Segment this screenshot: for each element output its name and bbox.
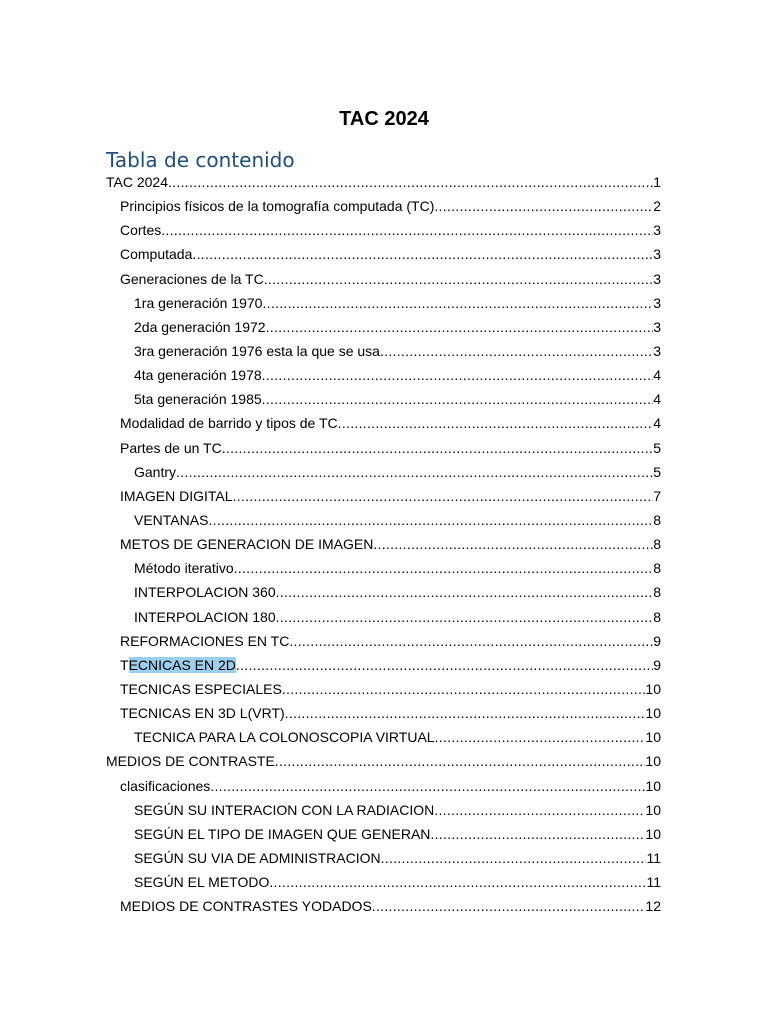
toc-entry-title: 1ra generación 1970 <box>134 294 263 311</box>
toc-entry-title: Generaciones de la TC <box>120 270 264 287</box>
toc-entry-title: MEDIOS DE CONTRASTE <box>106 753 275 770</box>
toc-page-number: 8 <box>653 536 661 553</box>
toc-entry[interactable] <box>106 677 661 701</box>
toc-dot-leader <box>262 387 654 411</box>
toc-dot-leader <box>282 677 646 701</box>
toc-entry[interactable] <box>106 870 661 894</box>
toc-entry[interactable] <box>106 315 661 339</box>
toc-dot-leader <box>275 749 646 773</box>
toc-dot-leader <box>262 291 653 315</box>
toc-entry-title: Modalidad de barrido y tipos de TC <box>120 415 338 432</box>
toc-entry[interactable] <box>106 532 661 556</box>
toc-page-number: 10 <box>645 680 661 697</box>
toc-entry[interactable] <box>106 605 661 629</box>
toc-entry[interactable] <box>106 339 661 363</box>
toc-dot-leader <box>233 484 654 508</box>
toc-entry[interactable] <box>106 460 661 484</box>
toc-entry-title: 5ta generación 1985 <box>134 391 262 408</box>
toc-entry[interactable] <box>106 556 661 580</box>
toc-dot-leader <box>381 846 647 870</box>
toc-entry-title <box>120 653 236 677</box>
toc-dot-leader <box>434 798 645 822</box>
toc-dot-leader <box>276 580 654 604</box>
toc-entry-title: MEDIOS DE CONTRASTES YODADOS <box>120 898 372 915</box>
toc-entry-title: SEGÚN EL METODO <box>134 874 270 891</box>
toc-entry[interactable] <box>106 701 661 725</box>
toc-entry[interactable] <box>106 580 661 604</box>
toc-entry-title: VENTANAS <box>134 511 209 528</box>
toc-dot-leader <box>234 556 654 580</box>
table-of-contents <box>106 170 661 918</box>
toc-entry-title: clasificaciones <box>120 777 211 794</box>
toc-entry[interactable] <box>106 387 661 411</box>
toc-entry[interactable] <box>106 218 661 242</box>
toc-dot-leader <box>434 194 653 218</box>
toc-page-number: 4 <box>653 367 661 384</box>
toc-entry-title: SEGÚN SU INTERACION CON LA RADIACION <box>134 801 435 818</box>
toc-entry-title: Método iterativo <box>134 560 234 577</box>
toc-entry-title: Principios físicos de la tomografía computada (TC) <box>120 198 435 215</box>
toc-page-number: 5 <box>653 439 661 456</box>
toc-entry[interactable] <box>106 653 661 677</box>
toc-entry[interactable] <box>106 822 661 846</box>
toc-dot-leader <box>192 242 653 266</box>
toc-dot-leader <box>168 170 653 194</box>
toc-entry-title: TECNICA PARA LA COLONOSCOPIA VIRTUAL <box>134 729 435 746</box>
toc-dot-leader <box>264 267 653 291</box>
toc-page-number: 10 <box>645 729 661 746</box>
toc-entry-title: TECNICAS EN 3D L(VRT) <box>120 705 285 722</box>
toc-page-number: 3 <box>653 318 661 335</box>
toc-dot-leader <box>338 411 654 435</box>
toc-dot-leader <box>161 218 653 242</box>
toc-entry[interactable] <box>106 436 661 460</box>
toc-page-number: 10 <box>645 753 661 770</box>
toc-page-number: 4 <box>653 391 661 408</box>
toc-page-number: 1 <box>653 174 661 190</box>
toc-page-number: 10 <box>645 705 661 722</box>
toc-dot-leader <box>435 725 646 749</box>
toc-entry[interactable] <box>106 291 661 315</box>
toc-entry[interactable] <box>106 508 661 532</box>
toc-entry[interactable] <box>106 363 661 387</box>
toc-entry[interactable] <box>106 267 661 291</box>
toc-entry-title: INTERPOLACION 360 <box>134 584 276 601</box>
toc-dot-leader <box>380 339 653 363</box>
toc-page-number: 5 <box>653 463 661 480</box>
toc-page-number: 8 <box>653 584 661 601</box>
toc-entry[interactable] <box>106 194 661 218</box>
toc-entry[interactable] <box>106 798 661 822</box>
toc-entry-title: Computada <box>120 246 193 263</box>
toc-entry-title: SEGÚN EL TIPO DE IMAGEN QUE GENERAN <box>134 825 431 842</box>
toc-entry[interactable] <box>106 629 661 653</box>
toc-page-number: 4 <box>653 415 661 432</box>
toc-dot-leader <box>262 363 654 387</box>
toc-page-number: 3 <box>653 342 661 359</box>
toc-entry[interactable] <box>106 725 661 749</box>
toc-page-number: 3 <box>653 270 661 287</box>
toc-page-number: 8 <box>653 560 661 577</box>
toc-page-number: 3 <box>653 222 661 239</box>
toc-dot-leader <box>176 460 653 484</box>
toc-entry[interactable] <box>106 170 661 194</box>
toc-entry-title: TAC 2024 <box>106 174 168 190</box>
toc-entry-title: INTERPOLACION 180 <box>134 608 276 625</box>
toc-entry[interactable] <box>106 846 661 870</box>
toc-entry-title: REFORMACIONES EN TC <box>120 632 290 649</box>
toc-dot-leader <box>208 508 653 532</box>
toc-dot-leader <box>373 532 653 556</box>
toc-page-number: 10 <box>645 777 661 794</box>
toc-dot-leader <box>210 774 645 798</box>
toc-entry-title: 4ta generación 1978 <box>134 367 262 384</box>
document-title: TAC 2024 <box>339 108 429 130</box>
toc-heading: Tabla de contenido <box>106 148 295 172</box>
toc-page-number: 3 <box>653 294 661 311</box>
toc-entry-title: TECNICAS ESPECIALES <box>120 680 282 697</box>
toc-page-number: 9 <box>653 632 661 649</box>
text-selection-highlight: ECNICAS EN 2D <box>128 656 236 673</box>
toc-dot-leader <box>372 894 646 918</box>
toc-dot-leader <box>430 822 645 846</box>
toc-page-number: 10 <box>645 801 661 818</box>
toc-entry-title: Partes de un TC <box>120 439 222 456</box>
toc-page-number: 11 <box>646 874 661 891</box>
toc-page-number: 10 <box>645 825 661 842</box>
toc-dot-leader <box>236 653 653 677</box>
toc-entry[interactable] <box>106 749 661 773</box>
toc-entry-title-plain: T <box>120 656 129 673</box>
toc-entry-title: SEGÚN SU VIA DE ADMINISTRACION <box>134 849 381 866</box>
toc-dot-leader <box>222 436 654 460</box>
toc-entry-title: Gantry <box>134 463 177 480</box>
toc-entry-title: 3ra generación 1976 esta la que se usa <box>134 342 380 359</box>
toc-dot-leader <box>269 870 646 894</box>
toc-dot-leader <box>276 605 654 629</box>
toc-page-number: 8 <box>653 511 661 528</box>
toc-entry[interactable] <box>106 484 661 508</box>
toc-page-number: 7 <box>653 487 661 504</box>
toc-entry-title: 2da generación 1972 <box>134 318 266 335</box>
toc-entry[interactable] <box>106 774 661 798</box>
toc-dot-leader <box>289 629 653 653</box>
toc-page-number: 12 <box>645 898 661 915</box>
toc-entry[interactable] <box>106 894 661 918</box>
toc-dot-leader <box>266 315 654 339</box>
toc-page-number: 8 <box>653 608 661 625</box>
toc-page-number: 2 <box>653 198 661 215</box>
toc-entry[interactable] <box>106 411 661 435</box>
toc-page-number: 3 <box>653 246 661 263</box>
toc-entry-title: Cortes <box>120 222 162 239</box>
toc-page-number: 11 <box>646 849 661 866</box>
toc-dot-leader <box>285 701 646 725</box>
toc-entry[interactable] <box>106 242 661 266</box>
toc-page-number: 9 <box>653 656 661 673</box>
toc-entry-title: IMAGEN DIGITAL <box>120 487 233 504</box>
toc-entry-title: METOS DE GENERACION DE IMAGEN <box>120 536 374 553</box>
